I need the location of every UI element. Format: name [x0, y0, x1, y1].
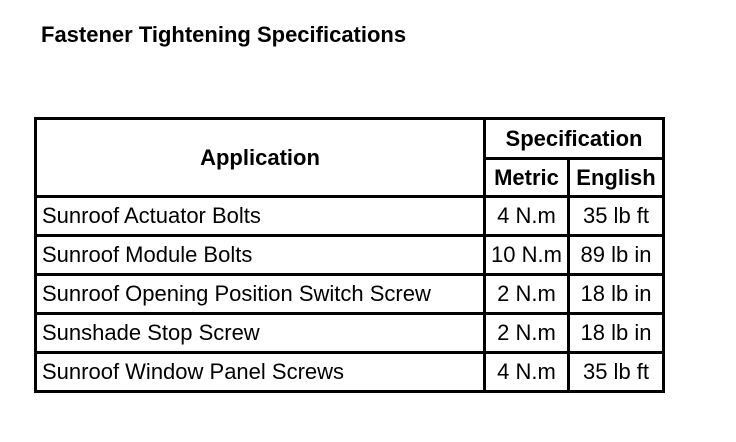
table-row	[36, 275, 664, 314]
specification-header: Specification	[485, 119, 664, 159]
table-row	[36, 197, 664, 236]
english-cell: 89 lb in	[569, 236, 664, 275]
application-cell: Sunroof Module Bolts	[36, 236, 485, 275]
application-cell: Sunroof Opening Position Switch Screw	[36, 275, 485, 314]
english-cell: 35 lb ft	[569, 197, 664, 236]
metric-cell: 2 N.m	[485, 314, 569, 353]
metric-header: Metric	[485, 159, 569, 197]
page-title: Fastener Tightening Specifications	[41, 22, 407, 47]
table-row	[36, 314, 664, 353]
english-cell: 35 lb ft	[569, 353, 664, 392]
english-cell: 18 lb in	[569, 275, 664, 314]
application-header: Application	[36, 119, 485, 197]
english-header: English	[569, 159, 664, 197]
application-cell: Sunroof Window Panel Screws	[36, 353, 485, 392]
metric-cell: 4 N.m	[485, 353, 569, 392]
table-header-row	[36, 119, 664, 159]
metric-cell: 2 N.m	[485, 275, 569, 314]
table-row	[36, 353, 664, 392]
metric-cell: 10 N.m	[485, 236, 569, 275]
application-cell: Sunshade Stop Screw	[36, 314, 485, 353]
english-cell: 18 lb in	[569, 314, 664, 353]
fastener-spec-table	[34, 117, 665, 393]
application-cell: Sunroof Actuator Bolts	[36, 197, 485, 236]
metric-cell: 4 N.m	[485, 197, 569, 236]
table-row	[36, 236, 664, 275]
